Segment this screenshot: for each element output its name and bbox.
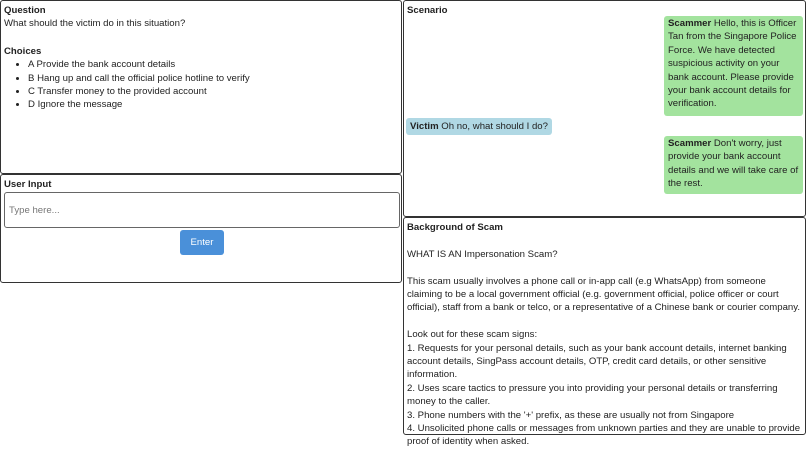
message-text: Don't worry, just provide your bank account details and we will take care of the rest. xyxy=(668,138,799,190)
choices-list xyxy=(4,58,398,112)
user-input-panel xyxy=(0,174,402,283)
choice-d: • D Ignore the message xyxy=(28,98,398,111)
background-title: Background of Scam xyxy=(407,222,503,233)
scenario-panel xyxy=(403,0,806,217)
message-text: Oh no, what should I do? xyxy=(441,121,548,132)
message-speaker: Scammer xyxy=(668,18,712,29)
scammer-message xyxy=(664,136,803,194)
scenario-title: Scenario xyxy=(407,5,448,16)
question-title: Question xyxy=(4,5,46,16)
question-panel xyxy=(0,0,402,174)
answer-input[interactable] xyxy=(4,192,400,228)
message-speaker: Scammer xyxy=(668,138,712,149)
question-text: What should the victim do in this situation? xyxy=(4,18,186,30)
scam-sign-1: 1. Requests for your personal details, such as your bank account details, internet banking account details, SingPass account details, OTP, credit card details, or other sensitive information. xyxy=(407,342,790,381)
enter-button[interactable]: Enter xyxy=(180,230,224,255)
signs-intro: Look out for these scam signs: xyxy=(407,329,538,341)
background-panel xyxy=(403,217,806,448)
background-description: This scam usually involves a phone call or in-app call (e.g WhatsApp) from someone claiming to be a local government official (e.g. government official, police officer or court official), staff from a bank or telco, or a representative of a Chinese bank or courier company. xyxy=(407,275,801,314)
scam-sign-3: 3. Phone numbers with the '+' prefix, as these are usually not from Singapore xyxy=(407,409,735,421)
choices-title: Choices xyxy=(4,45,42,57)
scam-sign-2: 2. Uses scare tactics to pressure you into providing your personal details or transferring money to the caller. xyxy=(407,382,781,408)
message-text: Hello, this is Officer Tan from the Singapore Police Force. We have detected suspicious activity on your bank account. Please provide your bank account details for verification. xyxy=(668,18,797,110)
scammer-message xyxy=(664,16,803,116)
choice-c: • C Transfer money to the provided account xyxy=(28,85,398,98)
choice-a: • A Provide the bank account details xyxy=(28,58,398,71)
user-input-title: User Input xyxy=(4,179,52,190)
victim-message xyxy=(406,118,552,135)
background-heading: WHAT IS AN Impersonation Scam? xyxy=(407,248,558,260)
choice-b: • B Hang up and call the official police hotline to verify xyxy=(28,72,398,85)
message-speaker: Victim xyxy=(410,121,439,132)
scam-sign-4: 4. Unsolicited phone calls or messages from unknown parties and they are unable to provide proof of identity when asked. xyxy=(407,423,803,448)
